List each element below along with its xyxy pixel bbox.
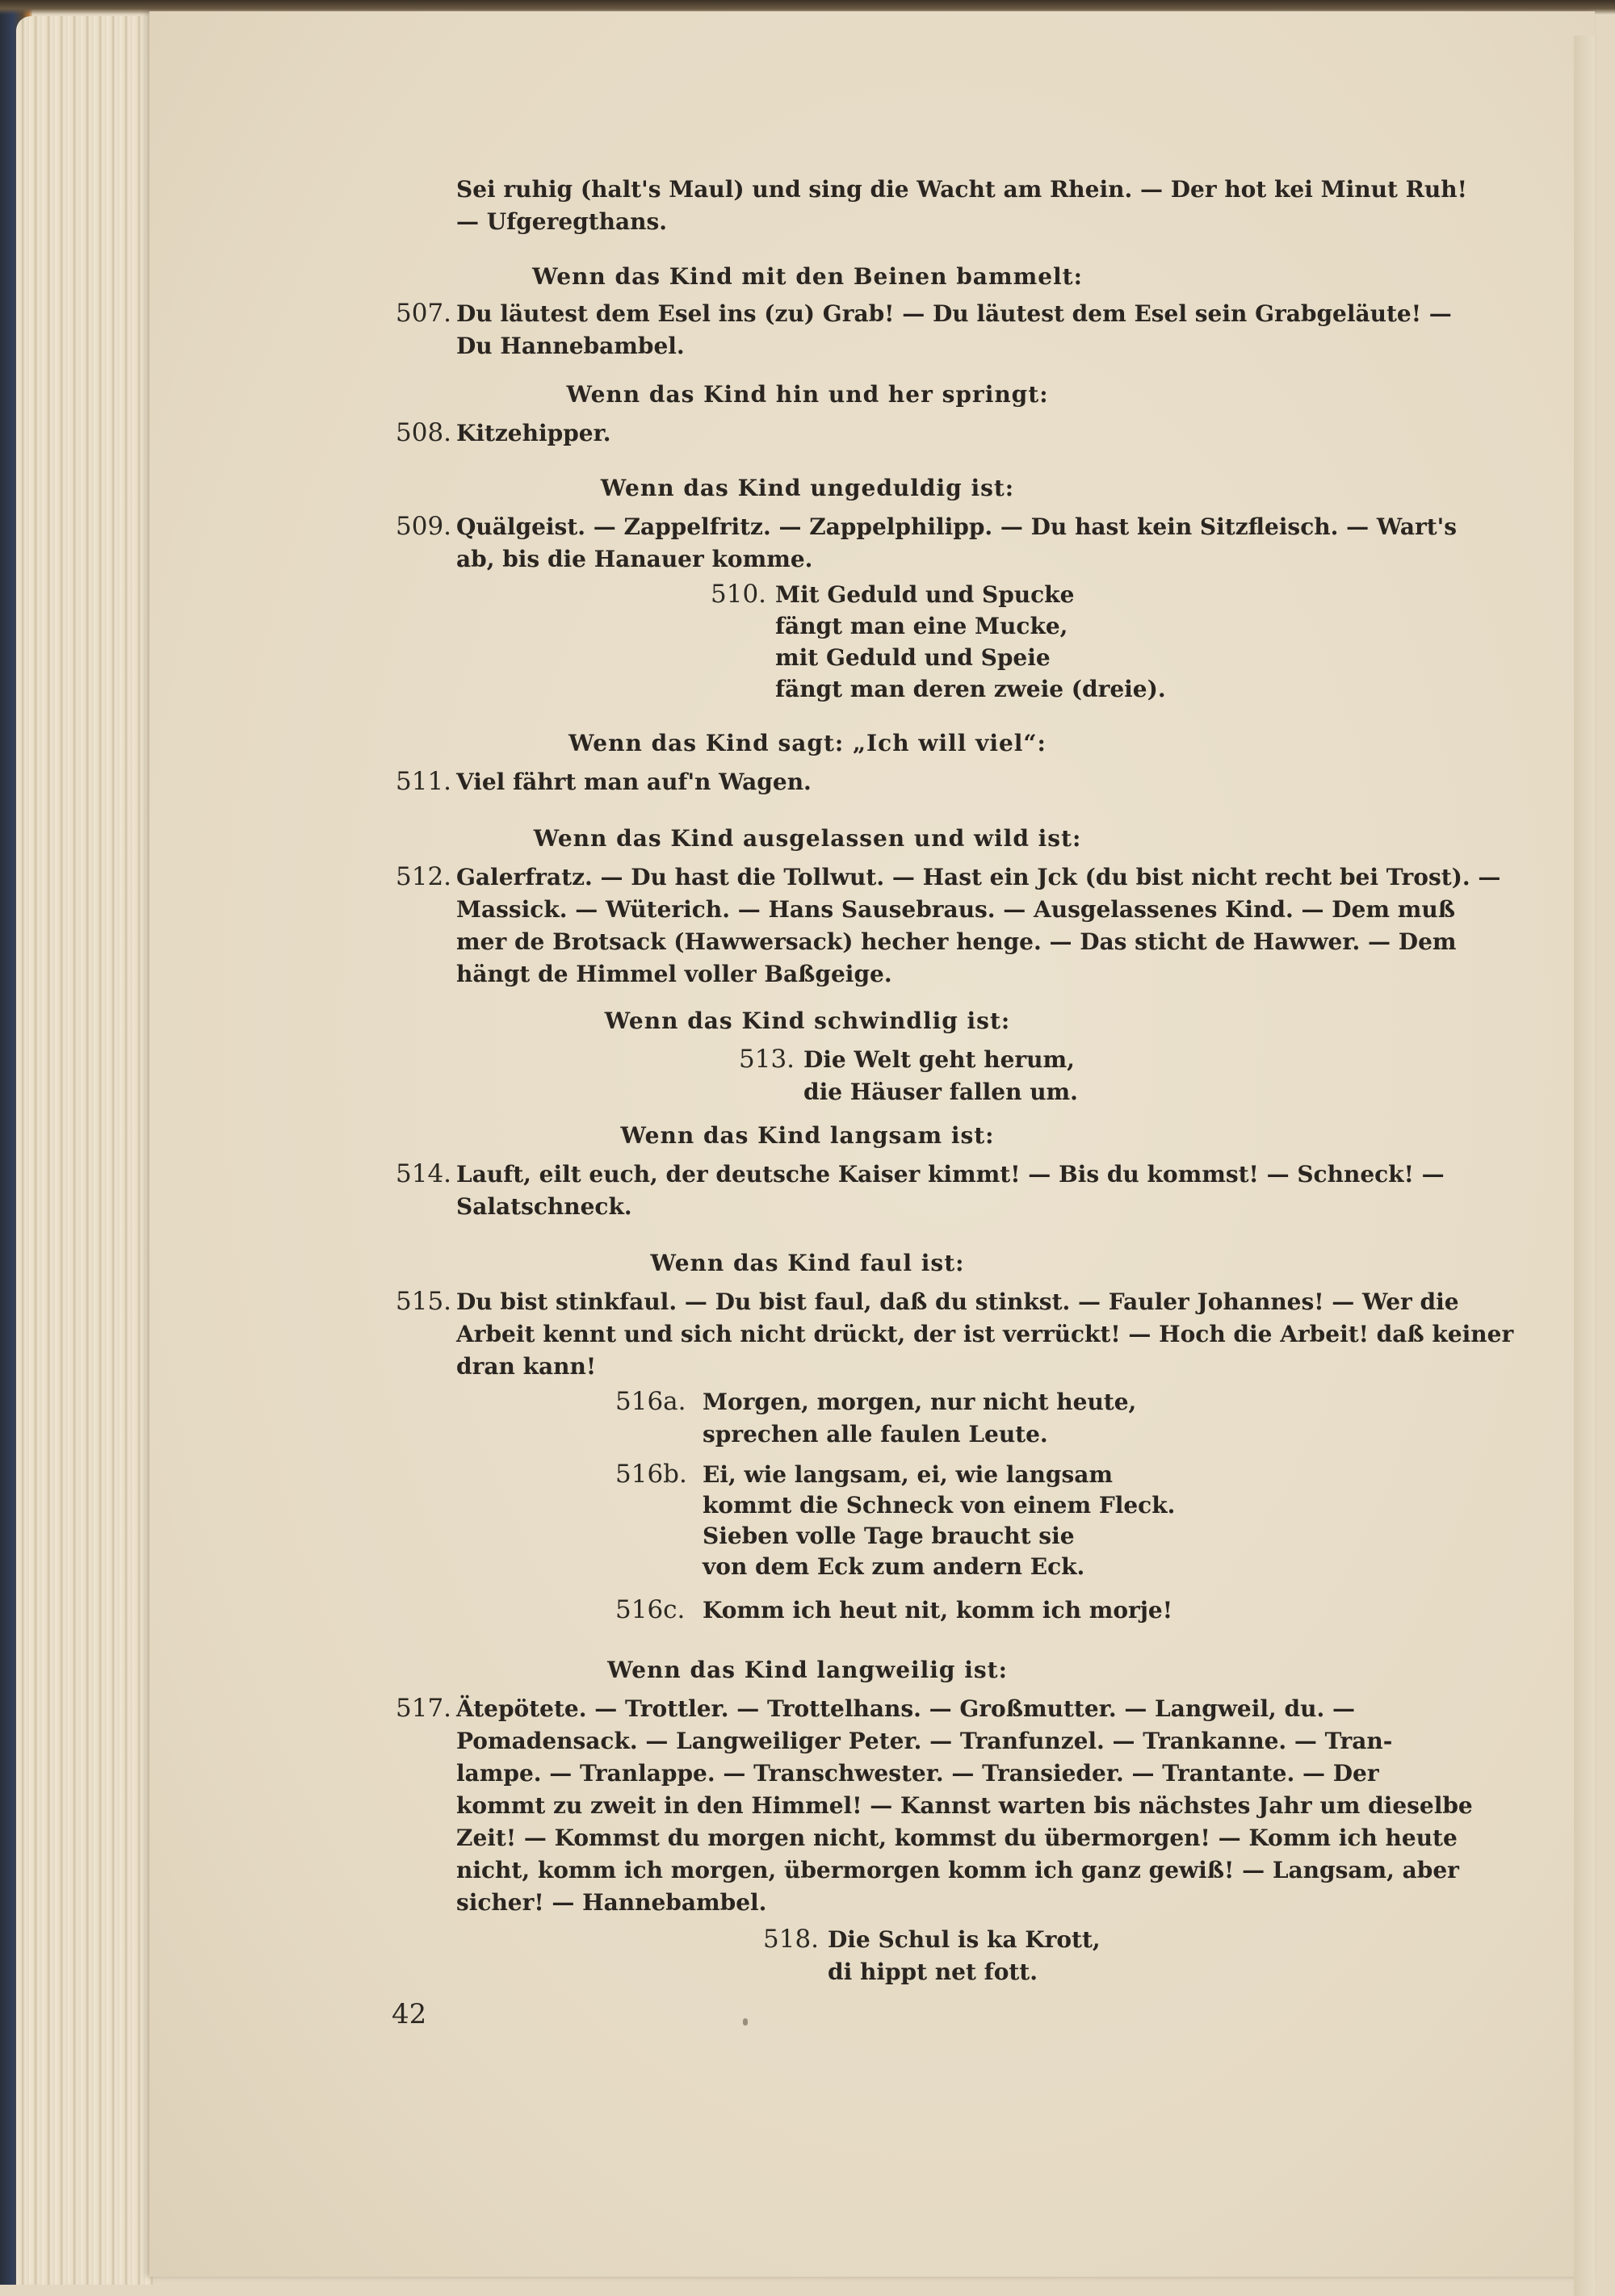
entry-line: ab, bis die Hanauer komme. <box>456 546 813 572</box>
verse-line: kommt die Schneck von einem Fleck. <box>703 1492 1176 1519</box>
entry-number: 509. <box>396 512 452 541</box>
verse-line: die Häuser fallen um. <box>803 1079 1078 1105</box>
entry-number: 512. <box>396 862 452 891</box>
entry-line: Salatschneck. <box>456 1193 632 1220</box>
entry-line: hängt de Himmel voller Baßgeige. <box>456 961 892 987</box>
entry-line: kommt zu zweit in den Himmel! — Kannst warten bis nächstes Jahr um dieselbe <box>456 1792 1473 1819</box>
verse-line: Morgen, morgen, nur nicht heute, <box>703 1389 1137 1415</box>
section-heading: Wenn das Kind sagt: „Ich will viel“: <box>568 730 1047 756</box>
entry-line: Zeit! — Kommst du morgen nicht, kommst du übermorgen! — Komm ich heute <box>456 1825 1458 1851</box>
verse-line: Ei, wie langsam, ei, wie langsam <box>703 1461 1114 1488</box>
entry-number: 514. <box>396 1159 452 1188</box>
section-heading: Wenn das Kind schwindlig ist: <box>604 1008 1011 1034</box>
entry-number: 515. <box>396 1287 452 1316</box>
section-heading: Wenn das Kind langweilig ist: <box>607 1657 1008 1683</box>
entry-number: 507. <box>396 299 452 328</box>
verse-line: Sieben volle Tage braucht sie <box>703 1523 1075 1549</box>
entry-line: sicher! — Hannebambel. <box>456 1889 767 1916</box>
entry-line: Galerfratz. — Du hast die Tollwut. — Hast ein Jck (du bist nicht recht bei Trost). — <box>456 864 1501 890</box>
entry-line: Pomadensack. — Langweiliger Peter. — Tranfunzel. — Trankanne. — Tran- <box>456 1728 1393 1754</box>
entry-line: mer de Brotsack (Hawwersack) hecher henge. — Das sticht de Hawwer. — Dem <box>456 928 1457 955</box>
page-number: 42 <box>392 1998 427 2030</box>
entry-line: Kitzehipper. <box>456 420 611 446</box>
verse-line: Die Welt geht herum, <box>803 1046 1075 1073</box>
entry-line: lampe. — Tranlappe. — Transchwester. — Transieder. — Trantante. — Der <box>456 1760 1379 1787</box>
entry-line: Du Hannebambel. <box>456 333 685 359</box>
verse-line: sprechen alle faulen Leute. <box>703 1421 1048 1448</box>
section-heading: Wenn das Kind faul ist: <box>650 1250 965 1276</box>
page-edges-stack <box>16 16 153 2285</box>
section-heading: Wenn das Kind hin und her springt: <box>566 381 1049 408</box>
section-heading: Wenn das Kind langsam ist: <box>620 1122 995 1149</box>
section-heading: Wenn das Kind mit den Beinen bammelt: <box>532 263 1083 290</box>
verse-line: von dem Eck zum andern Eck. <box>703 1553 1085 1580</box>
entry-line: nicht, komm ich morgen, übermorgen komm ich ganz gewiß! — Langsam, aber <box>456 1857 1459 1883</box>
entry-line: Quälgeist. — Zappelfritz. — Zappelphilipp. — Du hast kein Sitzfleisch. — Wart's <box>456 513 1458 540</box>
verse-line: Komm ich heut nit, komm ich morje! <box>703 1597 1172 1624</box>
section-heading: Wenn das Kind ungeduldig ist: <box>600 475 1015 501</box>
continuation-line: — Ufgeregthans. <box>456 208 668 235</box>
entry-line: Arbeit kennt und sich nicht drückt, der ist verrückt! — Hoch die Arbeit! daß keiner <box>456 1321 1514 1347</box>
entry-number: 516b. <box>615 1460 687 1489</box>
entry-line: Lauft, eilt euch, der deutsche Kaiser kimmt! — Bis du kommst! — Schneck! — <box>456 1161 1445 1188</box>
entry-line: dran kann! <box>456 1353 597 1380</box>
entry-line: Viel fährt man auf'n Wagen. <box>456 769 812 795</box>
verse-line: fängt man eine Mucke, <box>775 613 1068 639</box>
entry-line: Du bist stinkfaul. — Du bist faul, daß du stinkst. — Fauler Johannes! — Wer die <box>456 1288 1459 1315</box>
entry-number: 516a. <box>615 1387 686 1416</box>
verse-line: Die Schul is ka Krott, <box>828 1926 1101 1953</box>
verse-line: mit Geduld und Speie <box>775 644 1051 671</box>
section-heading: Wenn das Kind ausgelassen und wild ist: <box>533 825 1082 852</box>
entry-line: Du läutest dem Esel ins (zu) Grab! — Du läutest dem Esel sein Grabgeläute! — <box>456 300 1452 327</box>
continuation-line: Sei ruhig (halt's Maul) und sing die Wacht am Rhein. — Der hot kei Minut Ruh! <box>456 176 1467 203</box>
entry-number: 510. <box>711 580 767 609</box>
verse-line: di hippt net fott. <box>828 1959 1038 1985</box>
right-page-edge <box>1574 36 1595 2296</box>
entry-number: 516c. <box>615 1595 686 1624</box>
verse-line: fängt man deren zweie (dreie). <box>775 676 1166 702</box>
entry-line: Massick. — Wüterich. — Hans Sausebraus. — Ausgelassenes Kind. — Dem muß <box>456 896 1455 923</box>
paper-speck <box>743 2018 748 2026</box>
entry-number: 518. <box>763 1925 820 1954</box>
entry-number: 517. <box>396 1694 452 1723</box>
entry-number: 513. <box>739 1045 795 1074</box>
entry-number: 508. <box>396 418 452 447</box>
entry-number: 511. <box>396 767 452 796</box>
verse-line: Mit Geduld und Spucke <box>775 581 1075 608</box>
entry-line: Ätepötete. — Trottler. — Trottelhans. — Großmutter. — Langweil, du. — <box>456 1695 1355 1722</box>
